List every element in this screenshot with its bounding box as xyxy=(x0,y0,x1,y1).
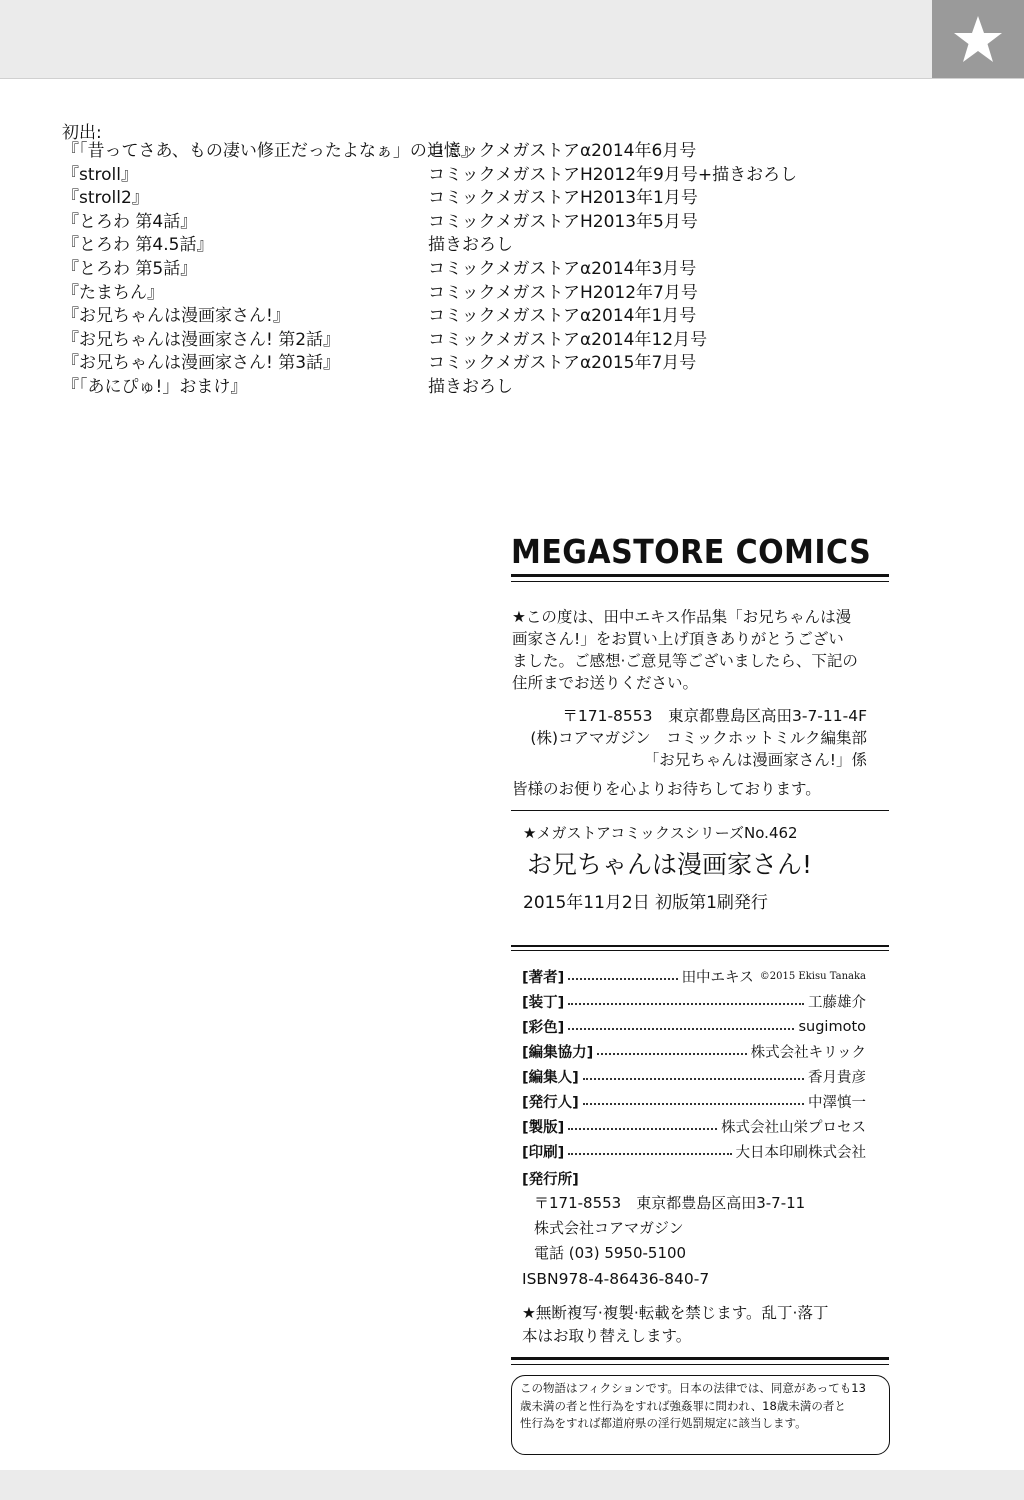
story-source: コミックメガストアα2015年7月号 xyxy=(428,353,697,374)
divider xyxy=(511,810,889,811)
credit-row xyxy=(522,964,866,989)
credit-name: 株式会社キリック xyxy=(750,1045,866,1061)
story-source: コミックメガストアH2012年9月号+描きおろし xyxy=(428,164,798,185)
first-publication-label: 初出: xyxy=(62,123,102,143)
credit-row xyxy=(522,1064,866,1089)
isbn: ISBN978-4-86436-840-7 xyxy=(522,1270,710,1288)
credit-row xyxy=(522,1114,866,1139)
dot-leader xyxy=(568,1028,794,1030)
top-band xyxy=(0,0,1024,78)
credit-row xyxy=(522,1089,866,1114)
publisher-line: 株式会社コアマガジン xyxy=(534,1219,684,1237)
dot-leader xyxy=(583,1078,804,1080)
thanks-line: ★この度は、田中エキス作品集「お兄ちゃんは漫 xyxy=(512,608,852,626)
divider xyxy=(511,574,889,577)
story-source: 描きおろし xyxy=(428,235,513,256)
story-source: コミックメガストアH2013年5月号 xyxy=(428,211,698,232)
book-title: お兄ちゃんは漫画家さん! xyxy=(527,850,813,879)
credit-name: sugimoto xyxy=(798,1018,866,1035)
credit-name: 大日本印刷株式会社 xyxy=(735,1145,866,1161)
copy-notice xyxy=(522,1302,867,1348)
fiction-disclaimer xyxy=(511,1375,890,1455)
story-source: コミックメガストアH2013年1月号 xyxy=(428,188,698,209)
publisher-line: 電話 (03) 5950-5100 xyxy=(534,1244,687,1262)
credit-name: 香月貴彦 xyxy=(808,1070,866,1086)
address-line: 〒171-8553 東京都豊島区高田3-7-11-4F xyxy=(562,707,867,725)
credit-name: 株式会社山栄プロセス xyxy=(721,1120,866,1136)
credit-role: [編集人] xyxy=(522,1070,579,1086)
thanks-line: 住所までお送りください。 xyxy=(512,674,699,692)
story-title: 『stroll』 xyxy=(62,164,138,185)
credit-role: [印刷] xyxy=(522,1145,565,1161)
credit-row xyxy=(522,1014,866,1039)
disclaimer-line: 性行為をすれば都道府県の淫行処罰規定に該当します。 xyxy=(520,1416,807,1430)
credit-name: 工藤雄介 xyxy=(808,995,866,1011)
thanks-message xyxy=(512,606,872,694)
series-number: ★メガストアコミックスシリーズNo.462 xyxy=(523,824,798,842)
credit-row xyxy=(522,1139,866,1164)
credit-role: [装丁] xyxy=(522,995,565,1011)
dot-leader xyxy=(568,1128,717,1130)
story-source: コミックメガストアH2012年7月号 xyxy=(428,282,698,303)
story-title: 『お兄ちゃんは漫画家さん!』 xyxy=(62,306,290,327)
story-title: 『とろわ 第4話』 xyxy=(62,211,198,232)
credit-role: [編集協力] xyxy=(522,1045,594,1061)
divider xyxy=(511,1364,889,1365)
story-title: 『お兄ちゃんは漫画家さん! 第2話』 xyxy=(62,329,341,350)
mail-address xyxy=(527,705,867,771)
publication-date: 2015年11月2日 初版第1刷発行 xyxy=(523,893,768,913)
thanks-line: 画家さん!」をお買い上げ頂きありがとうござい xyxy=(512,630,844,648)
publisher-label: [発行所] xyxy=(522,1172,579,1188)
wait-message: 皆様のお便りを心よりお待ちしております。 xyxy=(512,780,821,798)
divider xyxy=(511,945,889,947)
story-title: 『「昔ってさあ、もの凄い修正だったよなぁ」の追憶』 xyxy=(62,141,478,161)
notice-line: 本はお取り替えします。 xyxy=(522,1327,692,1345)
brand-logo: MEGASTORE COMICS xyxy=(511,532,872,571)
credit-role: [製版] xyxy=(522,1120,565,1136)
dot-leader xyxy=(583,1103,804,1105)
dot-leader xyxy=(568,1003,804,1005)
story-title: 『とろわ 第5話』 xyxy=(62,258,198,279)
divider xyxy=(511,950,889,951)
copyright-notice: ©2015 Ekisu Tanaka xyxy=(759,971,866,982)
story-title: 『stroll2』 xyxy=(62,188,149,209)
divider xyxy=(511,581,889,582)
disclaimer-line: この物語はフィクションです。日本の法律では、同意があっても13 xyxy=(520,1381,866,1395)
credit-row xyxy=(522,989,866,1014)
address-line: (株)コアマガジン コミックホットミルク編集部 xyxy=(530,729,867,747)
credit-role: [著者] xyxy=(522,970,565,986)
publisher-info xyxy=(534,1191,805,1266)
notice-line: ★無断複写·複製·転載を禁じます。乱丁·落丁 xyxy=(522,1304,829,1322)
story-source: コミックメガストアα2014年12月号 xyxy=(428,329,708,350)
story-title: 『お兄ちゃんは漫画家さん! 第3話』 xyxy=(62,353,341,374)
credit-role: [発行人] xyxy=(522,1095,579,1111)
story-title: 『たまちん』 xyxy=(62,282,164,303)
credit-row xyxy=(522,1039,866,1064)
dot-leader xyxy=(568,1153,731,1155)
publisher-line: 〒171-8553 東京都豊島区高田3-7-11 xyxy=(534,1194,806,1212)
thanks-line: ました。ご感想·ご意見等ございましたら、下記の xyxy=(512,652,858,670)
address-line: 「お兄ちゃんは漫画家さん!」係 xyxy=(643,751,867,769)
bottom-band xyxy=(0,1470,1024,1500)
top-band-divider xyxy=(0,78,1024,79)
corner-star-box xyxy=(932,0,1024,78)
divider xyxy=(511,1357,889,1360)
story-title: 『「あにぴゅ!」おまけ』 xyxy=(62,376,248,397)
star-icon xyxy=(953,14,1003,64)
story-title: 『とろわ 第4.5話』 xyxy=(62,235,214,256)
story-source: コミックメガストアα2014年1月号 xyxy=(428,306,697,327)
story-source: 描きおろし xyxy=(428,376,513,397)
story-source: コミックメガストアα2014年6月号 xyxy=(428,141,697,161)
credit-name: 中澤慎一 xyxy=(808,1095,866,1111)
disclaimer-line: 歳未満の者と性行為をすれば強姦罪に問われ、18歳未満の者と xyxy=(520,1398,846,1413)
credits-list xyxy=(522,964,866,1164)
story-source: コミックメガストアα2014年3月号 xyxy=(428,258,697,279)
dot-leader xyxy=(597,1053,746,1055)
dot-leader xyxy=(568,978,677,980)
credit-role: [彩色] xyxy=(522,1020,565,1036)
credit-name: 田中エキス xyxy=(681,970,754,986)
